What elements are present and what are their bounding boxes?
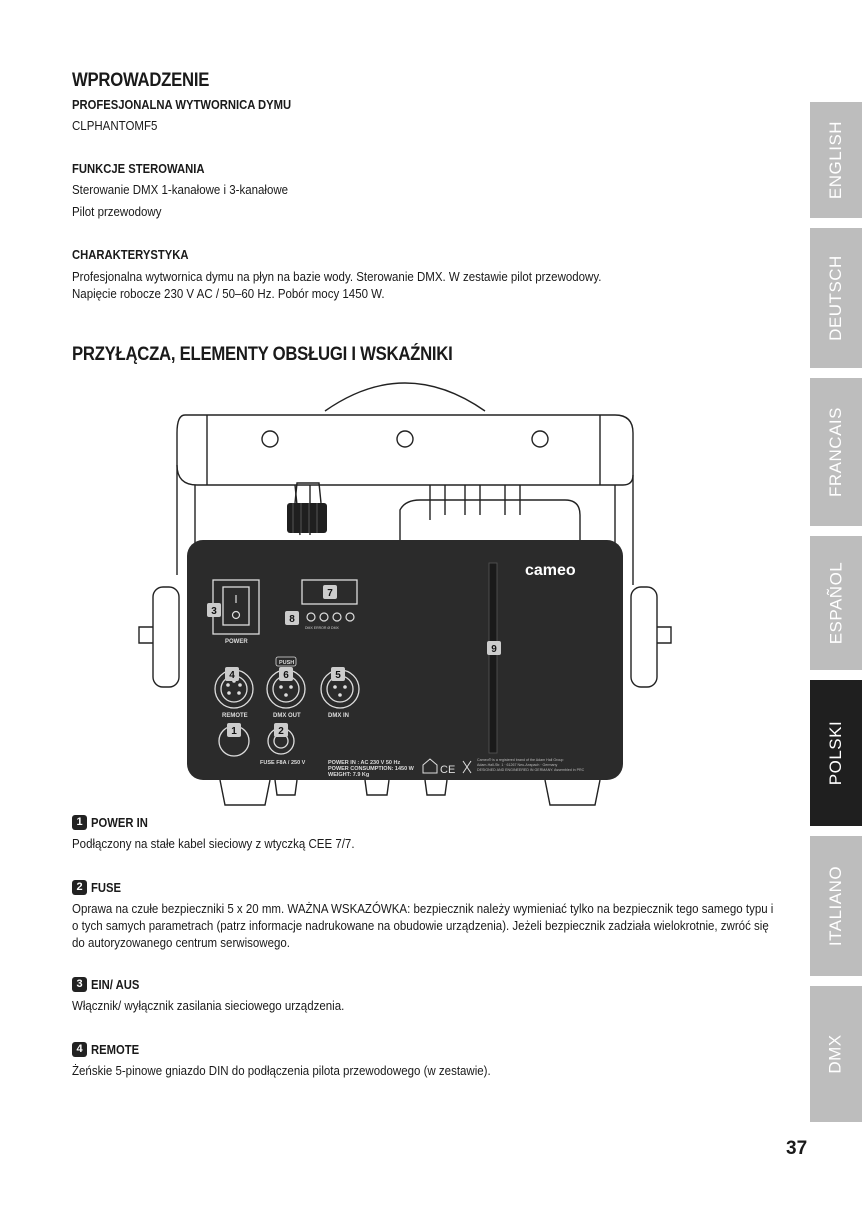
callout-8: 8 <box>289 614 295 625</box>
section-2-label: FUSE <box>91 880 122 895</box>
section-1-badge: 1 <box>72 815 87 830</box>
section-1-label: POWER IN <box>91 815 148 830</box>
callout-9: 9 <box>491 644 497 655</box>
tab-espanol-label: ESPAÑOL <box>826 561 845 645</box>
callout-7: 7 <box>327 588 333 599</box>
vent-slot <box>489 563 497 753</box>
tab-english[interactable] <box>810 102 862 218</box>
fuse-label: FUSE F8A / 250 V <box>260 760 306 766</box>
tab-dmx-label: DMX <box>826 1034 845 1074</box>
tab-polski[interactable] <box>810 680 862 826</box>
tab-francais[interactable] <box>810 378 862 526</box>
tab-deutsch-label: DEUTSCH <box>826 255 846 341</box>
device-rear-panel-diagram <box>125 375 685 815</box>
intro-heading: WPROWADZENIE <box>72 70 210 91</box>
legal-line-1: Cameo® is a registered brand of the Adam Hall Group <box>477 758 564 762</box>
ce-mark: CE <box>440 764 456 776</box>
tab-polski-label: POLSKI <box>826 720 846 786</box>
tab-espanol[interactable] <box>810 536 862 670</box>
controls-heading: FUNKCJE STEROWANIA <box>72 162 205 176</box>
section-3-title <box>72 977 145 992</box>
brand-logo: cameo <box>525 562 576 579</box>
connections-heading: PRZYŁĄCZA, ELEMENTY OBSŁUGI I WSKAŹNIKI <box>72 344 453 365</box>
features-line-1: Profesjonalna wytwornica dymu na płyn na bazie wody. Sterowanie DMX. W zestawie pilot przewodowy. <box>72 270 602 284</box>
controls-line-2: Pilot przewodowy <box>72 205 162 219</box>
callout-1: 1 <box>231 726 237 737</box>
product-heading: PROFESJONALNA WYTWORNICA DYMU <box>72 98 292 112</box>
product-code: CLPHANTOMF5 <box>72 119 158 133</box>
section-4-text: Żeńskie 5-pinowe gniazdo DIN do podłączenia pilota przewodowego (w zestawie). <box>72 1064 491 1078</box>
tab-francais-label: FRANCAIS <box>826 407 845 497</box>
section-3-label: EIN/ AUS <box>91 977 140 992</box>
power-label: POWER <box>225 639 248 645</box>
page-number: 37 <box>786 1138 808 1159</box>
section-2-badge: 2 <box>72 880 87 895</box>
legal-line-3: DESIGNED AND ENGINEERED IN GERMANY. Assembled in PRC <box>477 768 585 772</box>
section-4-title <box>72 1042 144 1057</box>
spec-line-1: POWER IN : AC 230 V 50 Hz <box>328 760 401 766</box>
section-1-text: Podłączony na stałe kabel sieciowy z wtyczką CEE 7/7. <box>72 837 355 851</box>
section-3-text: Włącznik/ wyłącznik zasilania sieciowego urządzenia. <box>72 999 345 1013</box>
section-4-badge: 4 <box>72 1042 87 1057</box>
controls-line-1: Sterowanie DMX 1-kanałowe i 3-kanałowe <box>72 183 289 197</box>
section-3-badge: 3 <box>72 977 87 992</box>
tab-italiano-label: ITALIANO <box>826 865 846 947</box>
callout-4: 4 <box>229 670 235 681</box>
leds-label: DMX ERROR Ø DMX <box>305 626 339 630</box>
bracket-top <box>177 415 633 485</box>
tab-italiano[interactable] <box>810 836 862 976</box>
section-2-text: Oprawa na czułe bezpieczniki 5 x 20 mm. WAŻNA WSKAZÓWKA: bezpiecznik należy wymieniać tylko na bezpiecznik tego samego typu i o tych samych parametrach (patrz informacje nadrukowane na obudowie urządzenia). Jeżeli bezpiecznik zadziała wielokrotnie, zwróć się do autoryzowanego centrum serwisowego. <box>72 902 774 950</box>
bracket-arc <box>325 383 485 411</box>
spec-line-3: WEIGHT: 7.9 Kg <box>328 772 370 778</box>
spec-line-2: POWER CONSUMPTION: 1450 W <box>328 766 414 772</box>
features-heading: CHARAKTERYSTYKA <box>72 248 189 262</box>
callout-3: 3 <box>211 606 217 617</box>
remote-label: REMOTE <box>222 713 248 719</box>
tab-dmx[interactable] <box>810 986 862 1122</box>
callout-6: 6 <box>283 670 289 681</box>
features-line-2: Napięcie robocze 230 V AC / 50–60 Hz. Pobór mocy 1450 W. <box>72 287 385 301</box>
dmx-in-label: DMX IN <box>328 713 349 719</box>
section-4-label: REMOTE <box>91 1042 140 1057</box>
tab-deutsch[interactable] <box>810 228 862 368</box>
push-label: PUSH <box>279 660 295 666</box>
callout-2: 2 <box>278 726 284 737</box>
dmx-out-label: DMX OUT <box>273 713 301 719</box>
tab-english-label: ENGLISH <box>826 120 846 200</box>
section-1-title <box>72 815 154 830</box>
cable-gland <box>287 483 327 533</box>
section-2-title <box>72 880 124 895</box>
legal-line-2: Adam-Hall-Str. 1 · 61267 Neu-Anspach · Germany <box>477 763 558 767</box>
callout-5: 5 <box>335 670 341 681</box>
